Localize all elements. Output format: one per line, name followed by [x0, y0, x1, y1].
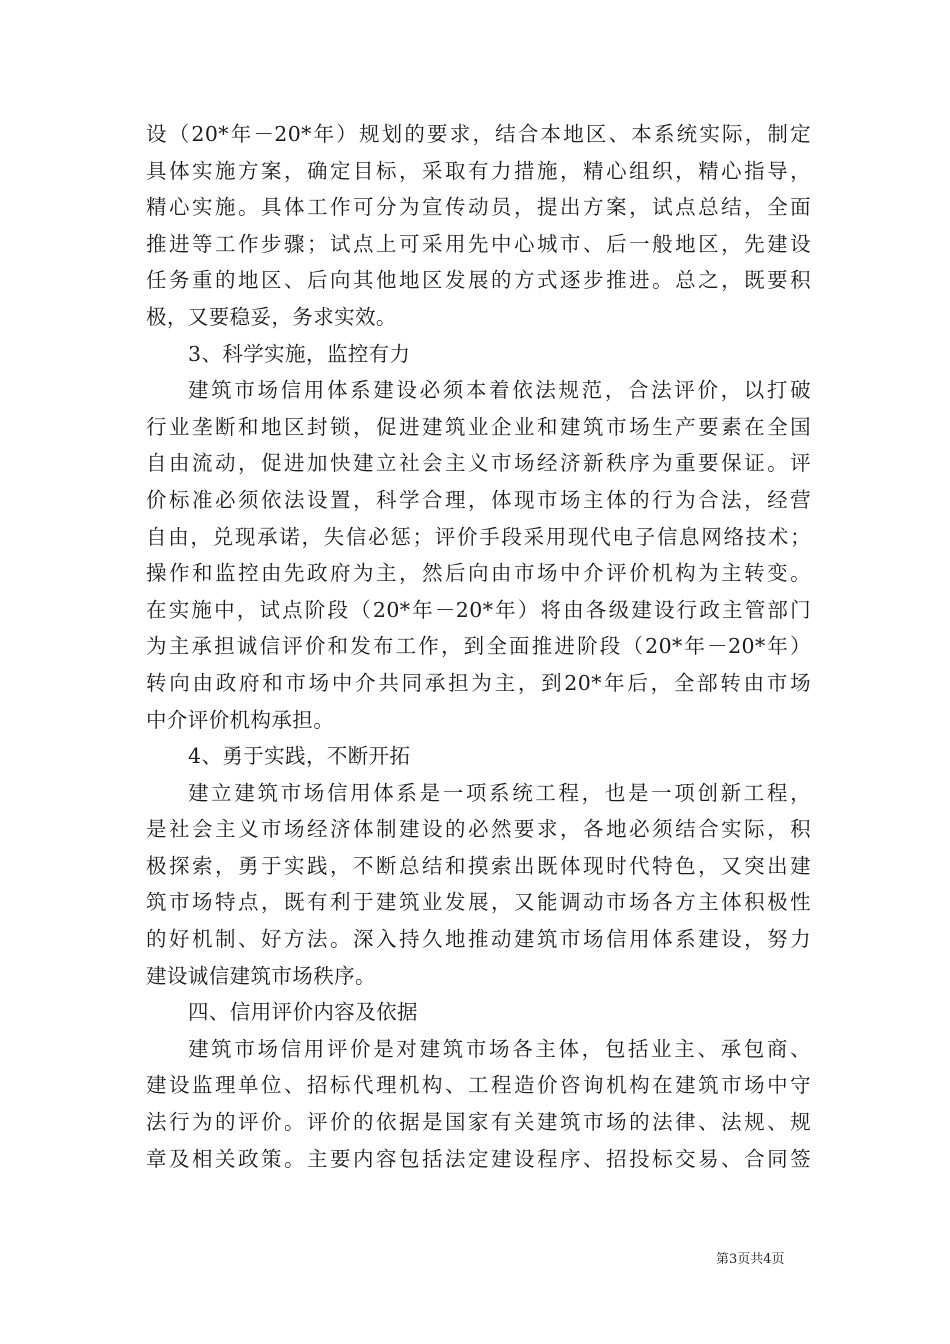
text-line: 建筑市场信用评价是对建筑市场各主体，包括业主、承包商、 [188, 1036, 811, 1061]
text-line: 筑市场特点，既有利于建筑业发展，又能调动市场各方主体积极性 [146, 890, 811, 915]
text-line: 建筑市场信用体系建设必须本着依法规范，合法评价，以打破 [188, 378, 811, 403]
text-line: 四、信用评价内容及依据 [188, 1000, 418, 1025]
text-line: 4、勇于实践，不断开拓 [188, 744, 411, 769]
text-line: 法行为的评价。评价的依据是国家有关建筑市场的法律、法规、规 [146, 1110, 811, 1135]
text-line: 价标准必须依法设置，科学合理，体现市场主体的行为合法，经营 [146, 487, 811, 512]
text-line: 3、科学实施，监控有力 [188, 341, 411, 366]
text-line: 是社会主义市场经济体制建设的必然要求，各地必须结合实际，积 [146, 817, 811, 842]
document-body [146, 116, 811, 1177]
text-line: 在实施中，试点阶段（20*年－20*年）将由各级建设行政主管部门 [146, 597, 811, 622]
text-line: 自由流动，促进加快建立社会主义市场经济新秩序为重要保证。评 [146, 451, 811, 476]
text-line: 设（20*年－20*年）规划的要求，结合本地区、本系统实际，制定 [146, 122, 811, 146]
text-line: 中介评价机构承担。 [146, 707, 335, 732]
text-line: 极，又要稳妥，务求实效。 [146, 304, 397, 329]
text-line: 操作和监控由先政府为主，然后向由市场中介评价机构为主转变。 [146, 561, 811, 586]
page-number-footer: 第3页共4页 [716, 1252, 785, 1267]
text-line: 极探索，勇于实践，不断总结和摸索出既体现时代特色，又突出建 [146, 853, 811, 878]
text-line: 自由，兑现承诺，失信必惩；评价手段采用现代电子信息网络技术； [146, 524, 811, 549]
text-line: 章及相关政策。主要内容包括法定建设程序、招投标交易、合同签 [146, 1146, 811, 1171]
text-line: 推进等工作步骤；试点上可采用先中心城市、后一般地区，先建设 [146, 231, 811, 256]
text-line: 为主承担诚信评价和发布工作，到全面推进阶段（20*年－20*年） [146, 634, 811, 659]
text-line: 的好机制、好方法。深入持久地推动建筑市场信用体系建设，努力 [146, 927, 811, 952]
text-line: 建设监理单位、招标代理机构、工程造价咨询机构在建筑市场中守 [146, 1073, 811, 1098]
text-line: 精心实施。具体工作可分为宣传动员，提出方案，试点总结，全面 [146, 195, 811, 220]
text-line: 行业垄断和地区封锁，促进建筑业企业和建筑市场生产要素在全国 [146, 414, 811, 439]
text-line: 建立建筑市场信用体系是一项系统工程，也是一项创新工程， [188, 780, 811, 805]
text-line: 任务重的地区、后向其他地区发展的方式逐步推进。总之，既要积 [146, 268, 811, 293]
text-line: 具体实施方案，确定目标，采取有力措施，精心组织，精心指导， [146, 158, 811, 183]
text-line: 建设诚信建筑市场秩序。 [146, 963, 376, 988]
text-line: 转向由政府和市场中介共同承担为主，到20*年后，全部转由市场 [146, 670, 811, 695]
